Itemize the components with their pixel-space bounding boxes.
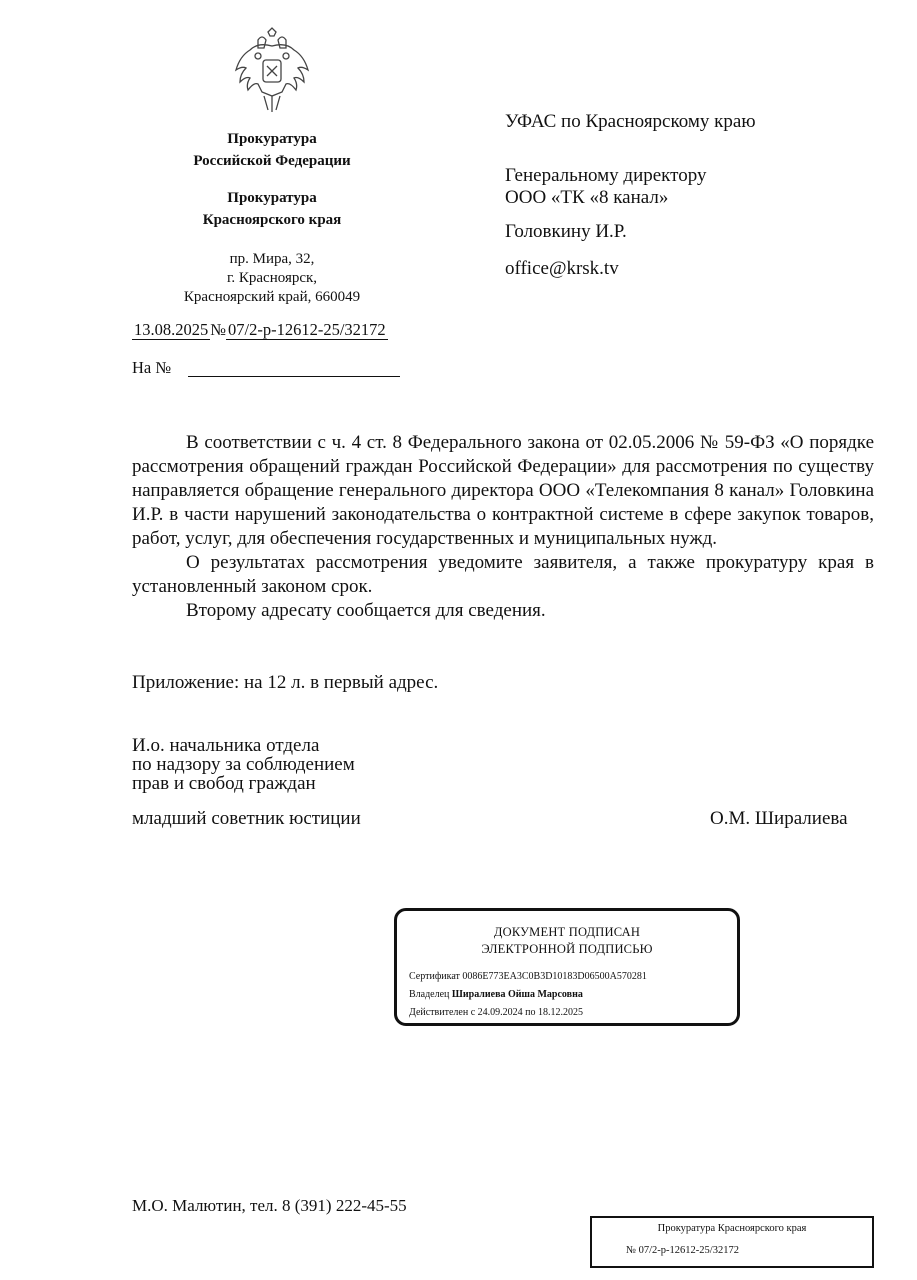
registration-number: 07/2-р-12612-25/32172 xyxy=(228,320,386,339)
body-paragraph: О результатах рассмотрения уведомите заявителя, а также прокуратуру края в установленный законом срок. xyxy=(132,552,874,597)
certificate-label: Сертификат xyxy=(409,971,460,982)
certificate-value: 0086E773EA3C0B3D10183D06500A570281 xyxy=(462,971,647,982)
recipient-title-line: Генеральному директору xyxy=(505,165,707,186)
recipient-first: УФАС по Красноярскому краю xyxy=(505,111,756,132)
registration-line xyxy=(132,320,388,340)
e-signature-box xyxy=(394,908,740,1026)
org-address xyxy=(150,250,394,307)
org-regional-line: Прокуратура xyxy=(227,190,317,206)
address-line: пр. Мира, 32, xyxy=(229,251,315,267)
validity-to-label: по xyxy=(525,1007,536,1018)
recipient-second-title xyxy=(505,165,706,209)
valid-from: 24.09.2024 xyxy=(477,1007,523,1018)
in-reply-blank xyxy=(188,376,400,377)
org-regional xyxy=(150,187,394,231)
body-paragraph: В соответствии с ч. 4 ст. 8 Федерального закона от 02.05.2006 № 59-ФЗ «О порядке рассмотрения обращений граждан Российской Федерации» для рассмотрения по существу направляется обращение генерального директора ООО «Телекомпания 8 канал» Головкина И.Р. в части нарушений законодательства о контрактной системе в сфере закупок товаров, работ, услуг, для обеспечения государственных и муниципальных нужд. xyxy=(132,432,874,549)
stamp-org: Прокуратура Красноярского края xyxy=(657,1223,807,1234)
e-signature-certificate-line xyxy=(409,971,647,982)
registration-number-prefix: № xyxy=(210,320,226,339)
recipient-second-name: Головкину И.Р. xyxy=(505,221,627,242)
signer-position xyxy=(132,736,355,793)
org-regional-line: Красноярского края xyxy=(202,212,342,228)
executor-contact: М.О. Малютин, тел. 8 (391) 222-45-55 xyxy=(132,1196,407,1215)
address-line: Красноярский край, 660049 xyxy=(183,289,361,305)
body-paragraph: Второму адресату сообщается для сведения. xyxy=(186,600,546,621)
signer-position-line: И.о. начальника отдела xyxy=(132,735,320,756)
in-reply-label: На № xyxy=(132,358,172,377)
coat-of-arms-icon xyxy=(228,26,316,114)
validity-label: Действителен с xyxy=(409,1007,476,1018)
e-signature-title: ЭЛЕКТРОННОЙ ПОДПИСЬЮ xyxy=(481,942,653,956)
registration-stamp xyxy=(590,1216,874,1268)
signer-position-line: по надзору за соблюдением xyxy=(132,754,355,775)
owner-value: Ширалиева Ойша Марсовна xyxy=(451,989,583,1000)
attachment-note: Приложение: на 12 л. в первый адрес. xyxy=(132,672,439,693)
address-line: г. Красноярск, xyxy=(226,270,318,286)
letter-body xyxy=(132,431,874,623)
signer-rank: младший советник юстиции xyxy=(132,808,361,829)
e-signature-owner-line xyxy=(409,989,583,1000)
signer-position-line: прав и свобод граждан xyxy=(132,773,316,794)
org-federal xyxy=(150,128,394,172)
recipient-email: office@krsk.tv xyxy=(505,258,619,279)
valid-to: 18.12.2025 xyxy=(538,1007,584,1018)
e-signature-title: ДОКУМЕНТ ПОДПИСАН xyxy=(493,925,641,939)
org-federal-line: Прокуратура xyxy=(227,131,317,147)
e-signature-validity-line xyxy=(409,1007,583,1018)
registration-date: 13.08.2025 xyxy=(134,320,209,339)
owner-label: Владелец xyxy=(409,989,450,1000)
recipient-title-line: ООО «ТК «8 канал» xyxy=(505,187,669,208)
signer-name: О.М. Ширалиева xyxy=(710,808,848,829)
stamp-number: № 07/2-р-12612-25/32172 xyxy=(626,1245,739,1256)
org-federal-line: Российской Федерации xyxy=(193,153,351,169)
